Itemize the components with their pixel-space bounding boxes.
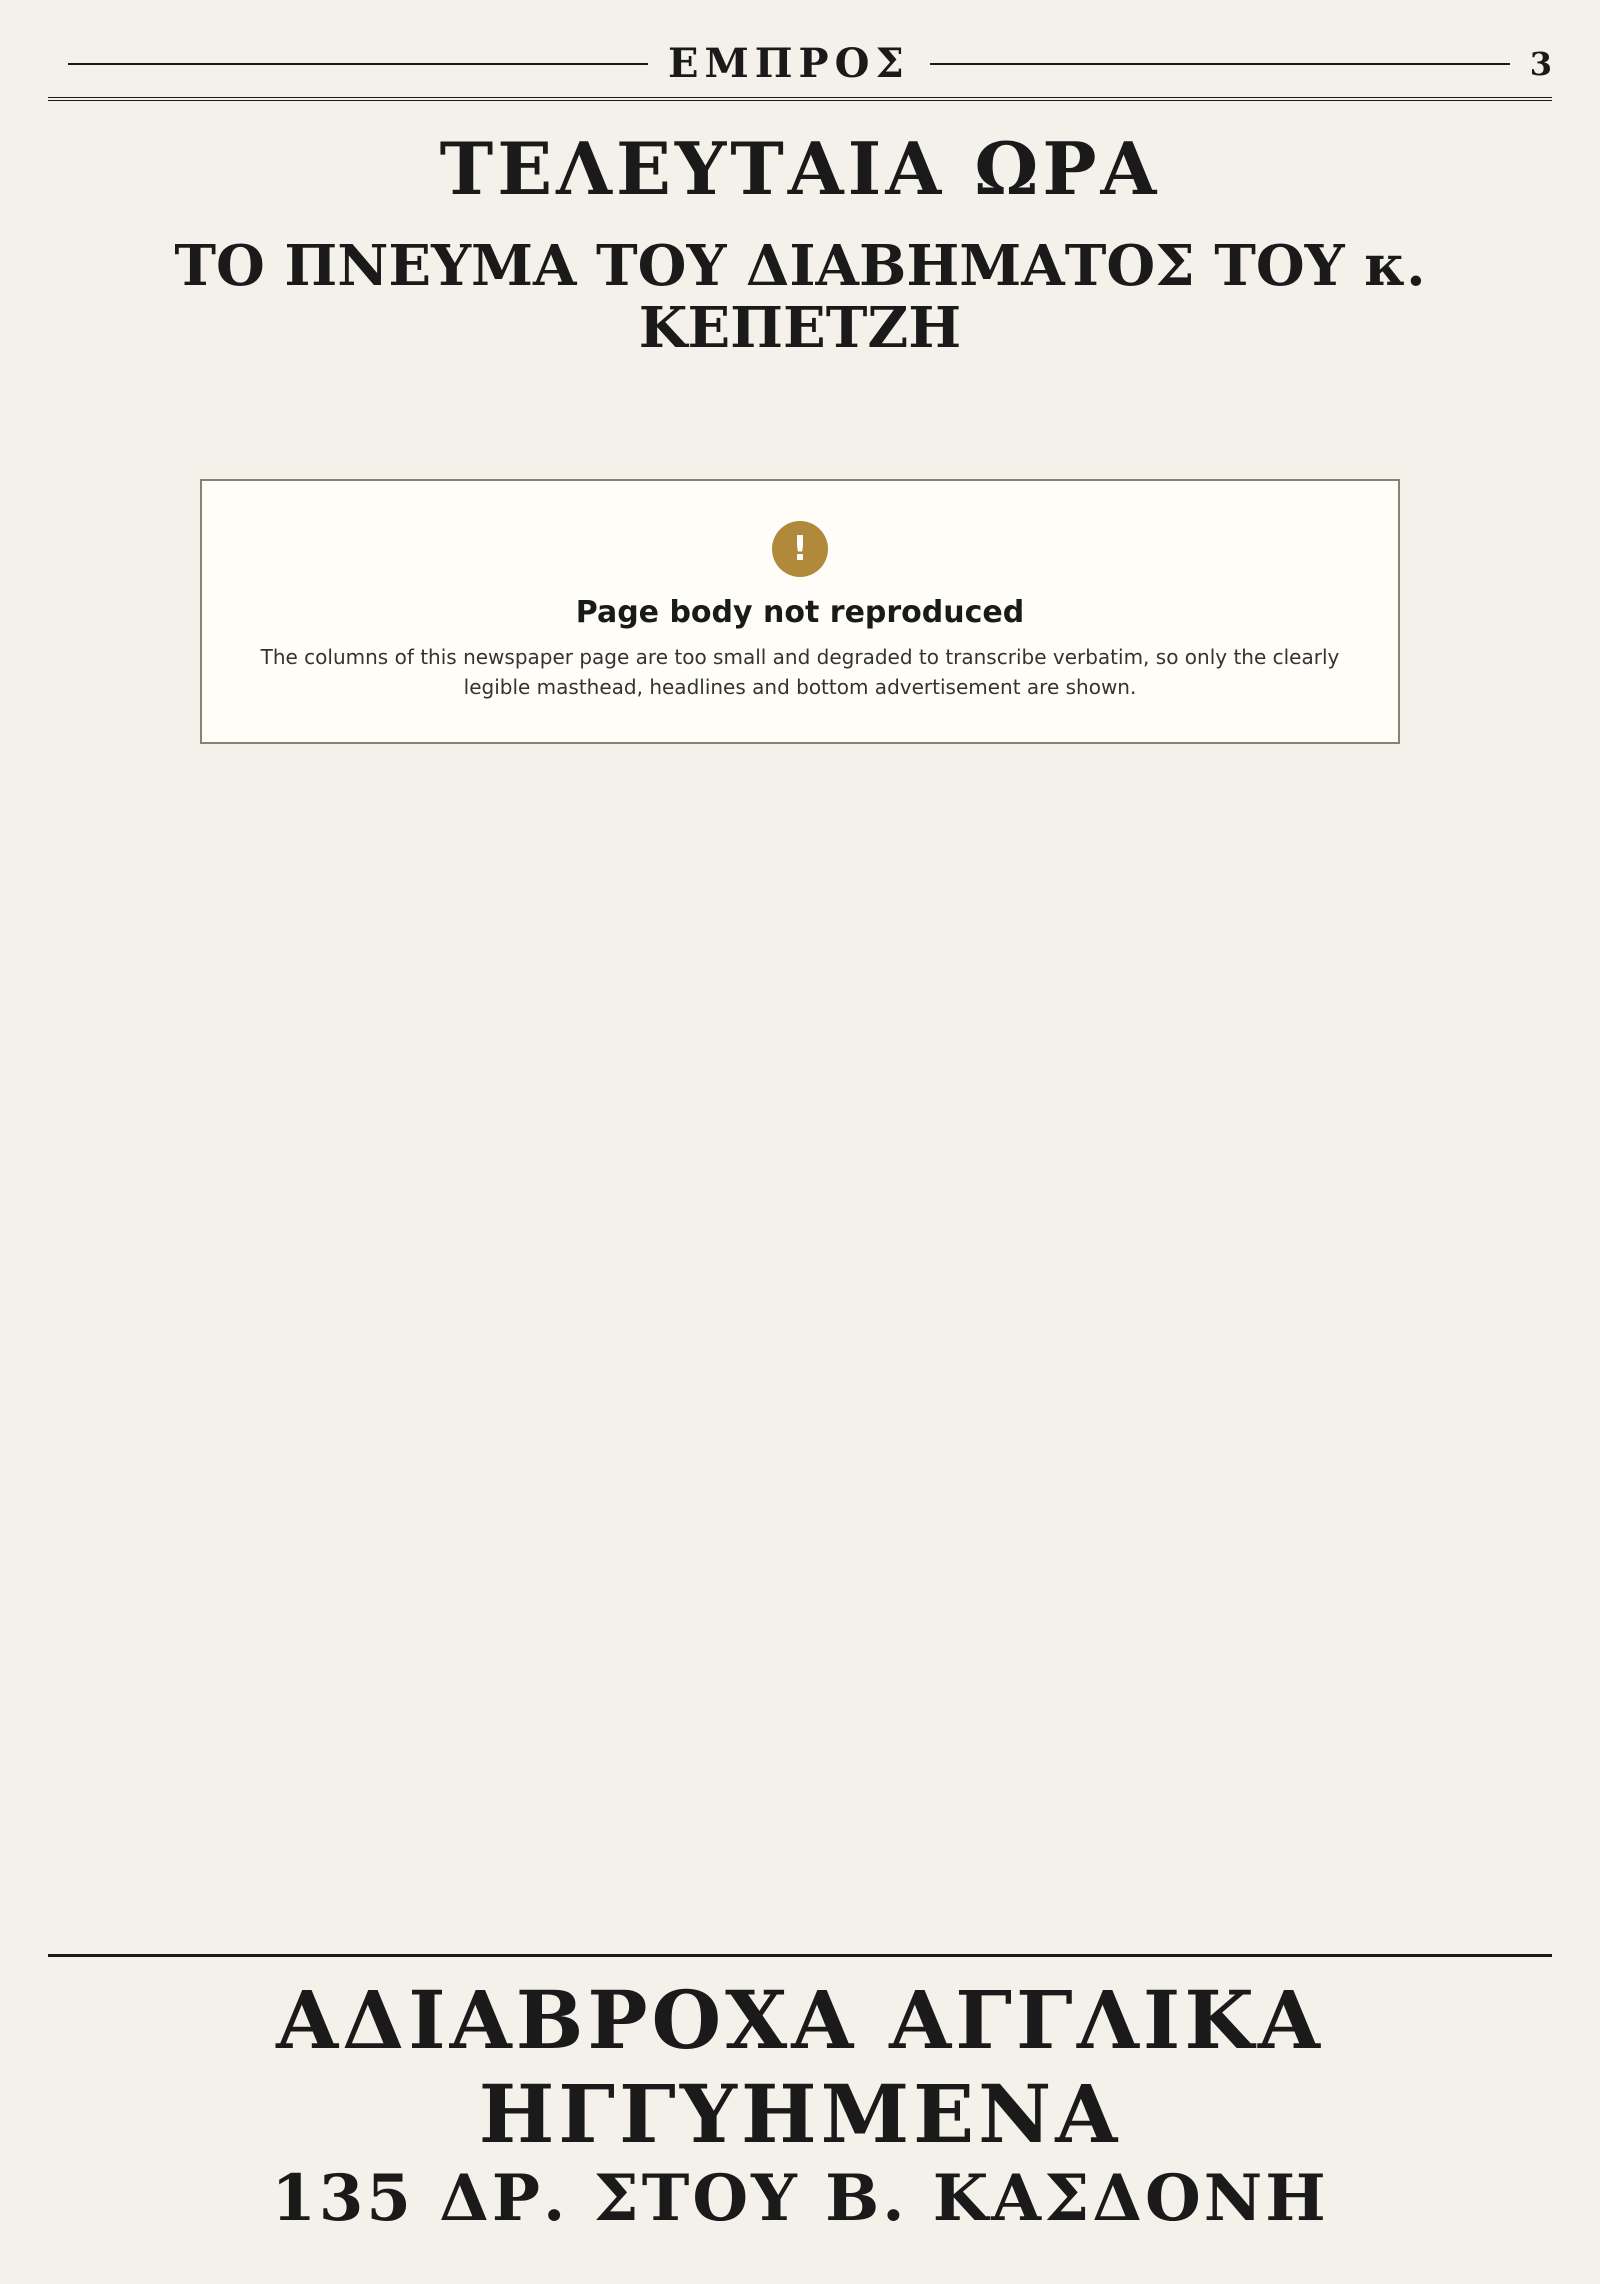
error-message: The columns of this newspaper page are too small and degraded to transcribe verbatim, so only the clearly legible masthead, headlines and bottom advertisement are shown. (260, 645, 1340, 700)
masthead-name: ΕΜΠΡΟΣ (668, 40, 910, 87)
sub-headline: ΤΟ ΠΝΕΥΜΑ ΤΟΥ ΔΙΑΒΗΜΑΤΟΣ ΤΟΥ κ. ΚΕΠΕΤΖΗ (174, 233, 1426, 361)
page-number: 3 (1529, 44, 1553, 83)
masthead (48, 40, 1552, 101)
warning-icon: ! (772, 521, 828, 577)
bottom-advertisement (48, 1954, 1552, 2236)
error-notice (200, 479, 1400, 744)
masthead-rule-right (930, 63, 1510, 65)
error-title: Page body not reproduced (575, 595, 1025, 631)
advertisement-line-1: ΑΔΙΑΒΡΟΧΑ ΑΓΓΛΙΚΑ ΗΓΓΥΗΜΕΝΑ (276, 1973, 1324, 2161)
advertisement-line-2: 135 ΔΡ. ΣΤΟΥ Β. ΚΑΣΔΟΝΗ (271, 2161, 1329, 2236)
masthead-rule-left (68, 63, 648, 65)
main-headline: ΤΕΛΕΥΤΑΙΑ ΩΡΑ (439, 126, 1161, 211)
